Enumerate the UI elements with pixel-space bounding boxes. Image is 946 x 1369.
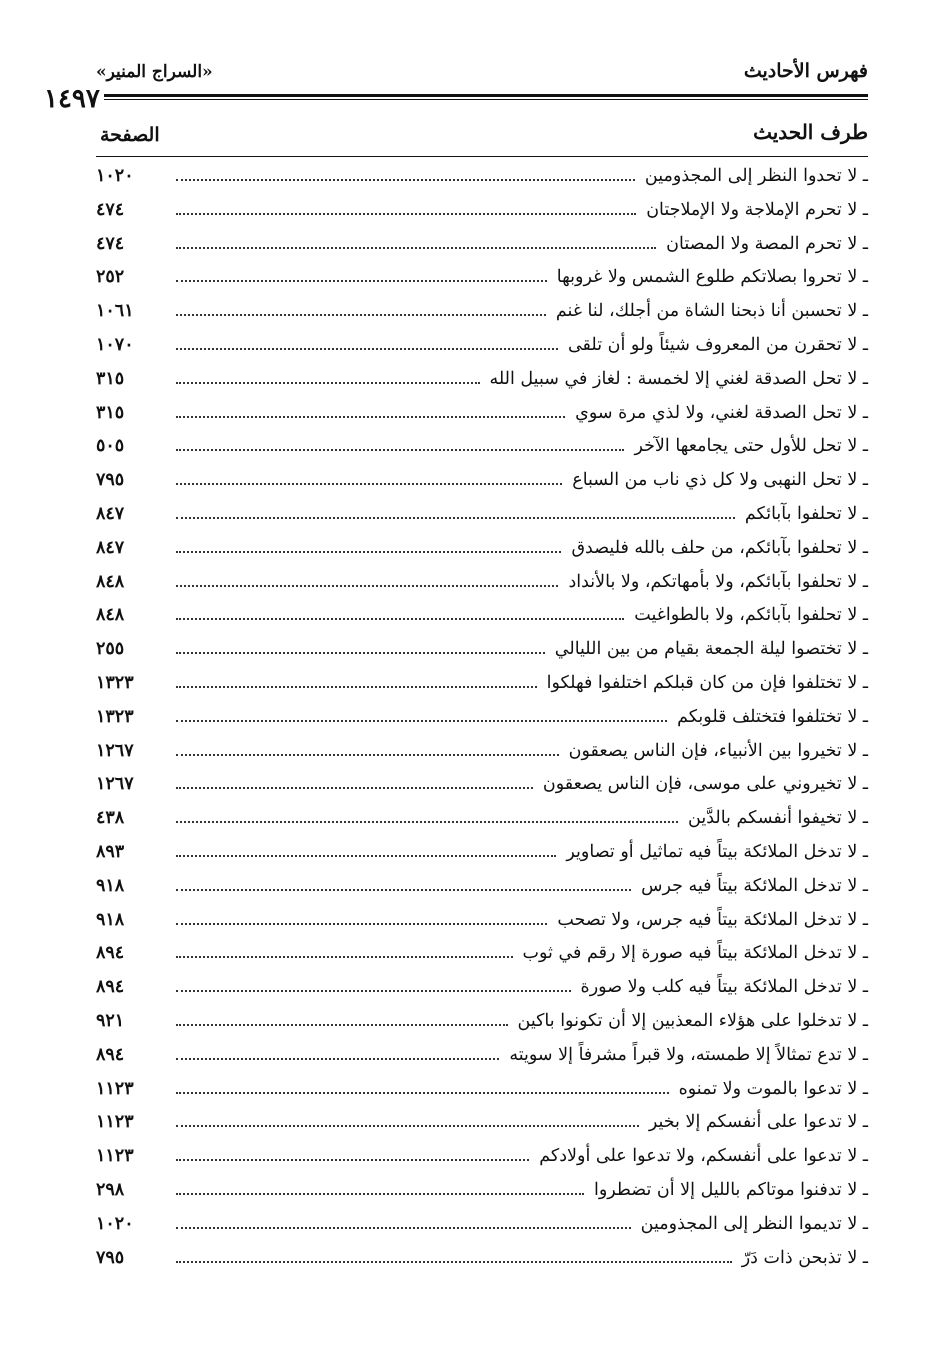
dot-leader	[176, 213, 636, 215]
index-entry	[96, 741, 868, 775]
index-entry	[96, 403, 868, 437]
page-ref: ١٠٢٠	[96, 1213, 134, 1234]
column-header-page: الصفحة	[100, 124, 160, 146]
dot-leader	[176, 1058, 499, 1060]
dot-leader	[176, 720, 667, 722]
index-entry	[96, 707, 868, 741]
hadith-text: ـ لا تحلفوا بآبائكم، ولا بأمهاتكم، ولا بالأنداد	[568, 571, 868, 592]
dot-leader	[176, 348, 558, 350]
page-ref: ٨٩٣	[96, 841, 125, 862]
hadith-text: ـ لا تدخل الملائكة بيتاً فيه جرس، ولا تصحب	[557, 909, 868, 930]
dot-leader	[176, 889, 631, 891]
dot-leader	[176, 618, 624, 620]
hadith-text: ـ لا تذبحن ذات دَرّ	[741, 1247, 868, 1268]
index-entry	[96, 977, 868, 1011]
dot-leader	[176, 652, 545, 654]
running-header	[96, 58, 868, 88]
page-ref: ٩١٨	[96, 909, 125, 930]
dot-leader	[176, 247, 656, 249]
hadith-text: ـ لا تختصوا ليلة الجمعة بقيام من بين الليالي	[554, 639, 868, 660]
page-ref: ٨٩٤	[96, 1044, 125, 1065]
page-ref: ٨٩٤	[96, 977, 125, 998]
index-entry	[96, 470, 868, 504]
hadith-text: ـ لا تحرم الإملاجة ولا الإملاجتان	[646, 199, 868, 220]
hadith-text: ـ لا تحدوا النظر إلى المجذومين	[644, 166, 868, 186]
page-ref: ٧٩٥	[96, 470, 125, 491]
index-entry	[96, 1079, 868, 1113]
page-ref: ١٢٦٧	[96, 774, 134, 795]
hadith-text: ـ لا تحلفوا بآبائكم، من حلف بالله فليصدق	[571, 537, 868, 558]
hadith-text: ـ لا تدخل الملائكة بيتاً فيه تماثيل أو تصاوير	[566, 841, 868, 862]
dot-leader	[176, 686, 537, 688]
index-entry	[96, 572, 868, 606]
page-ref: ٨٤٧	[96, 537, 125, 558]
index-entry	[96, 1146, 868, 1180]
index-entry	[96, 1011, 868, 1045]
dot-leader	[176, 1024, 508, 1026]
hadith-text: ـ لا تخيروا بين الأنبياء، فإن الناس يصعقون	[568, 740, 868, 761]
dot-leader	[176, 990, 571, 992]
page-ref: ١٠٢٠	[96, 166, 134, 186]
book-title: «السراج المنير»	[96, 62, 213, 82]
hadith-text: ـ لا تدفنوا موتاكم بالليل إلا أن تضطروا	[593, 1179, 868, 1200]
dot-leader	[176, 923, 547, 925]
header-rule-thin	[96, 99, 868, 100]
index-entry	[96, 605, 868, 639]
hadith-text: ـ لا تدعوا على أنفسكم، ولا تدعوا على أولادكم	[539, 1146, 868, 1167]
hadith-text: ـ لا تختلفوا فإن من كان قبلكم اختلفوا فهلكوا	[546, 672, 868, 693]
column-header-hadith: طرف الحديث	[753, 120, 868, 144]
index-entry	[96, 1180, 868, 1214]
page-ref: ٥٠٥	[96, 436, 125, 457]
hadith-text: ـ لا تحرم المصة ولا المصتان	[666, 233, 868, 254]
page-ref: ٢٩٨	[96, 1179, 125, 1200]
page-ref: ١١٢٣	[96, 1146, 134, 1167]
page-ref: ٨٤٨	[96, 605, 125, 626]
hadith-text: ـ لا تخيروني على موسى، فإن الناس يصعقون	[542, 774, 868, 795]
index-entry	[96, 943, 868, 977]
page-ref: ٢٥٢	[96, 267, 125, 288]
dot-leader	[176, 1125, 639, 1127]
hadith-text: ـ لا تدخلوا على هؤلاء المعذبين إلا أن تكونوا باكين	[517, 1010, 868, 1031]
hadith-text: ـ لا تحروا بصلاتكم طلوع الشمس ولا غروبها	[556, 267, 868, 288]
dot-leader	[176, 1092, 669, 1094]
dot-leader	[176, 956, 513, 958]
hadith-text: ـ لا تدعوا بالموت ولا تمنوه	[678, 1078, 868, 1099]
hadith-text: ـ لا تحل الصدقة لغني إلا لخمسة : لغاز في سبيل الله	[489, 368, 868, 389]
page-ref: ١٠٧٠	[96, 334, 134, 355]
header-rule-thick	[96, 94, 868, 97]
dot-leader	[176, 1261, 732, 1263]
page-ref: ١١٢٣	[96, 1078, 134, 1099]
index-entry	[96, 538, 868, 572]
dot-leader	[176, 1227, 631, 1229]
index-entry	[96, 200, 868, 234]
page-ref: ١١٢٣	[96, 1112, 134, 1133]
page-ref: ١٠٦١	[96, 301, 134, 322]
dot-leader	[176, 821, 678, 823]
page-ref: ٢٥٥	[96, 639, 125, 660]
index-entry	[96, 301, 868, 335]
dot-leader	[176, 280, 547, 282]
hadith-text: ـ لا تدخل الملائكة بيتاً فيه كلب ولا صورة	[580, 977, 868, 998]
dot-leader	[176, 483, 562, 485]
index-entry	[96, 267, 868, 301]
dot-leader	[176, 1159, 529, 1161]
dot-leader	[176, 585, 558, 587]
index-entry	[96, 1045, 868, 1079]
hadith-text: ـ لا تحلفوا بآبائكم	[744, 503, 868, 524]
hadith-text: ـ لا تحقرن من المعروف شيئاً ولو أن تلقى	[567, 334, 868, 355]
hadith-text: ـ لا تدخل الملائكة بيتاً فيه صورة إلا رقم في ثوب	[522, 943, 868, 964]
page-ref: ٣١٥	[96, 368, 125, 389]
page-ref: ١٣٢٣	[96, 706, 134, 727]
page-ref: ٤٧٤	[96, 199, 125, 220]
hadith-index-list	[96, 166, 868, 1281]
hadith-text: ـ لا تحل الصدقة لغني، ولا لذي مرة سوي	[575, 402, 868, 423]
hadith-text: ـ لا تختلفوا فتختلف قلوبكم	[677, 706, 868, 727]
dot-leader	[176, 855, 556, 857]
index-entry	[96, 673, 868, 707]
index-entry	[96, 504, 868, 538]
dot-leader	[176, 449, 624, 451]
hadith-text: ـ لا تحلفوا بآبائكم، ولا بالطواغيت	[634, 605, 868, 626]
index-entry	[96, 1248, 868, 1282]
hadith-text: ـ لا تحل النهبى ولا كل ذي ناب من السباع	[572, 470, 868, 491]
dot-leader	[176, 551, 561, 553]
hadith-text: ـ لا تدخل الملائكة بيتاً فيه جرس	[641, 875, 868, 896]
dot-leader	[176, 314, 546, 316]
page-ref: ٩٢١	[96, 1010, 125, 1031]
index-entry	[96, 166, 868, 200]
index-entry	[96, 234, 868, 268]
page-ref: ٧٩٥	[96, 1247, 125, 1268]
dot-leader	[176, 179, 635, 181]
index-entry	[96, 842, 868, 876]
dot-leader	[176, 1193, 584, 1195]
page-number: ١٤٩٧	[40, 84, 104, 114]
hadith-text: ـ لا تديموا النظر إلى المجذومين	[640, 1213, 868, 1234]
page-ref: ٩١٨	[96, 875, 125, 896]
hadith-text: ـ لا تخيفوا أنفسكم بالدَّين	[688, 808, 868, 829]
page-ref: ٣١٥	[96, 402, 125, 423]
dot-leader	[176, 517, 735, 519]
page-ref: ٨٩٤	[96, 943, 125, 964]
dot-leader	[176, 754, 559, 756]
index-entry	[96, 910, 868, 944]
page-ref: ٤٣٨	[96, 808, 125, 829]
index-entry	[96, 876, 868, 910]
page-ref: ١٣٢٣	[96, 672, 134, 693]
index-entry	[96, 335, 868, 369]
dot-leader	[176, 382, 480, 384]
index-entry	[96, 808, 868, 842]
index-entry	[96, 436, 868, 470]
index-entry	[96, 1112, 868, 1146]
hadith-text: ـ لا تدعوا على أنفسكم إلا بخير	[648, 1112, 868, 1133]
dot-leader	[176, 787, 533, 789]
index-entry	[96, 639, 868, 673]
hadith-text: ـ لا تحسبن أنا ذبحنا الشاة من أجلك، لنا غنم	[555, 301, 868, 322]
column-headers	[96, 118, 868, 152]
hadith-text: ـ لا تدع تمثالاً إلا طمسته، ولا قبراً مشرفاً إلا سويته	[509, 1044, 868, 1065]
index-entry	[96, 774, 868, 808]
index-entry	[96, 1214, 868, 1248]
section-title: فهرس الأحاديث	[743, 60, 868, 82]
page-ref: ٨٤٨	[96, 571, 125, 592]
hadith-text: ـ لا تحل للأول حتى يجامعها الآخر	[634, 436, 868, 457]
page-ref: ١٢٦٧	[96, 740, 134, 761]
index-entry	[96, 369, 868, 403]
page-ref: ٨٤٧	[96, 503, 125, 524]
dot-leader	[176, 416, 565, 418]
column-header-rule	[96, 156, 868, 157]
page-ref: ٤٧٤	[96, 233, 125, 254]
